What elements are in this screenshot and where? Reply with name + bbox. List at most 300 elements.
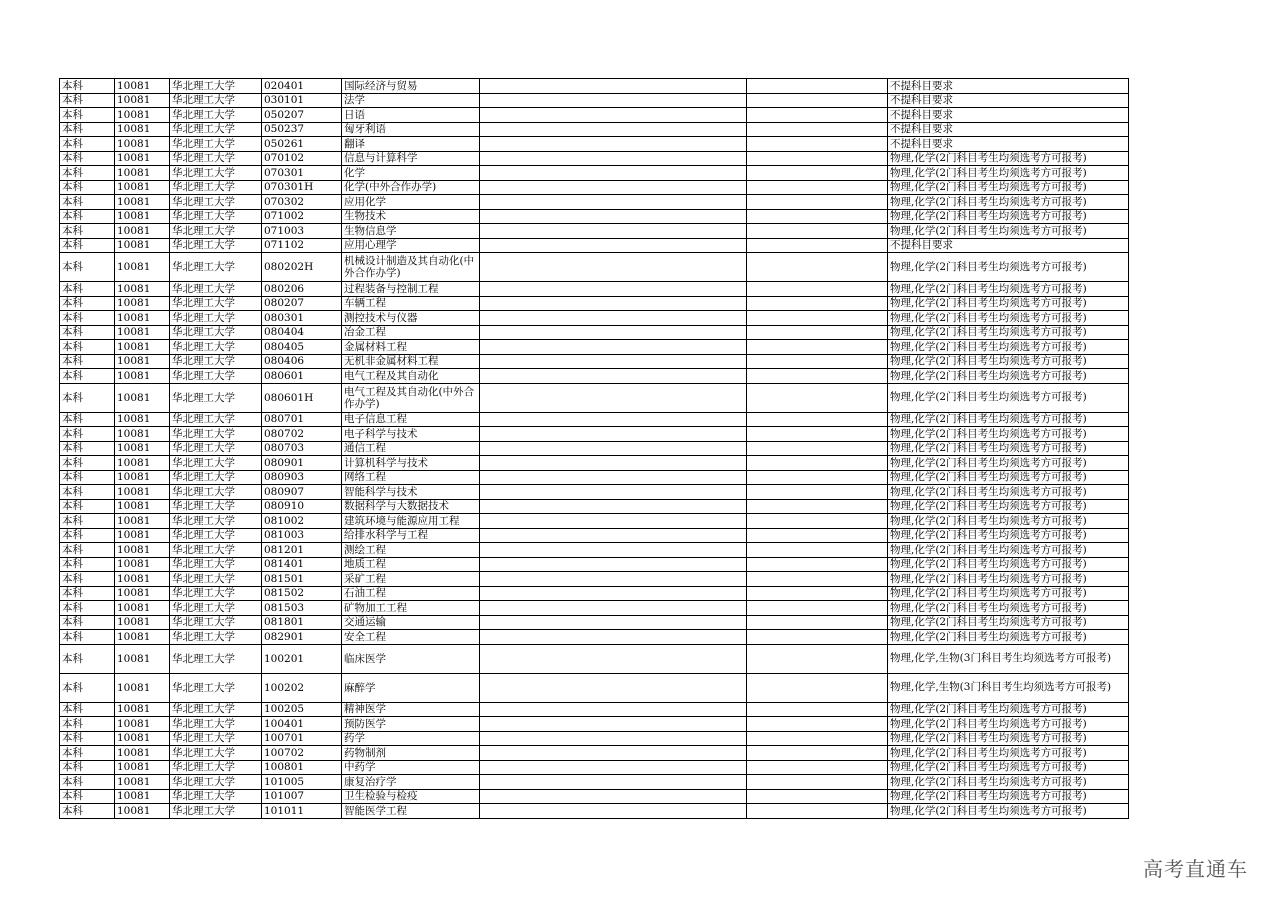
cell-level: 本科 bbox=[60, 412, 115, 427]
cell-major-name: 数据科学与大数据技术 bbox=[342, 499, 480, 514]
cell-blank bbox=[480, 311, 747, 326]
cell-subject-requirement: 物理,化学(2门科目考生均须选考方可报考) bbox=[888, 253, 1129, 282]
cell-blank bbox=[747, 673, 888, 702]
table-row bbox=[60, 151, 1129, 166]
cell-major-name: 金属材料工程 bbox=[342, 340, 480, 355]
cell-blank bbox=[747, 79, 888, 94]
cell-major-name: 药学 bbox=[342, 731, 480, 746]
cell-blank bbox=[480, 151, 747, 166]
cell-subject-requirement: 物理,化学(2门科目考生均须选考方可报考) bbox=[888, 499, 1129, 514]
cell-school-name: 华北理工大学 bbox=[170, 79, 262, 94]
cell-school-code: 10081 bbox=[115, 340, 170, 355]
cell-school-name: 华北理工大学 bbox=[170, 195, 262, 210]
cell-subject-requirement: 物理,化学(2门科目考生均须选考方可报考) bbox=[888, 775, 1129, 790]
cell-blank bbox=[480, 79, 747, 94]
cell-subject-requirement: 物理,化学(2门科目考生均须选考方可报考) bbox=[888, 166, 1129, 181]
cell-major-code: 100202 bbox=[262, 673, 342, 702]
cell-school-name: 华北理工大学 bbox=[170, 702, 262, 717]
cell-blank bbox=[480, 760, 747, 775]
cell-school-name: 华北理工大学 bbox=[170, 282, 262, 297]
cell-school-name: 华北理工大学 bbox=[170, 166, 262, 181]
cell-subject-requirement: 物理,化学(2门科目考生均须选考方可报考) bbox=[888, 586, 1129, 601]
cell-major-code: 080406 bbox=[262, 354, 342, 369]
cell-blank bbox=[480, 702, 747, 717]
cell-school-name: 华北理工大学 bbox=[170, 485, 262, 500]
cell-major-code: 070102 bbox=[262, 151, 342, 166]
cell-school-name: 华北理工大学 bbox=[170, 412, 262, 427]
cell-blank bbox=[747, 253, 888, 282]
cell-subject-requirement: 物理,化学(2门科目考生均须选考方可报考) bbox=[888, 354, 1129, 369]
cell-school-code: 10081 bbox=[115, 296, 170, 311]
table-row bbox=[60, 79, 1129, 94]
cell-school-code: 10081 bbox=[115, 224, 170, 239]
cell-school-name: 华北理工大学 bbox=[170, 717, 262, 732]
cell-major-name: 测绘工程 bbox=[342, 543, 480, 558]
table-row bbox=[60, 383, 1129, 412]
cell-subject-requirement: 物理,化学(2门科目考生均须选考方可报考) bbox=[888, 789, 1129, 804]
cell-blank bbox=[480, 296, 747, 311]
cell-major-name: 机械设计制造及其自动化(中外合作办学) bbox=[342, 253, 480, 282]
table-row bbox=[60, 702, 1129, 717]
cell-level: 本科 bbox=[60, 499, 115, 514]
cell-blank bbox=[480, 108, 747, 123]
cell-subject-requirement: 物理,化学(2门科目考生均须选考方可报考) bbox=[888, 209, 1129, 224]
cell-school-code: 10081 bbox=[115, 122, 170, 137]
cell-level: 本科 bbox=[60, 427, 115, 442]
cell-major-code: 080404 bbox=[262, 325, 342, 340]
cell-school-name: 华北理工大学 bbox=[170, 775, 262, 790]
cell-major-code: 080907 bbox=[262, 485, 342, 500]
cell-blank bbox=[480, 456, 747, 471]
cell-subject-requirement: 物理,化学(2门科目考生均须选考方可报考) bbox=[888, 557, 1129, 572]
cell-level: 本科 bbox=[60, 586, 115, 601]
cell-major-name: 地质工程 bbox=[342, 557, 480, 572]
table-row bbox=[60, 601, 1129, 616]
cell-school-code: 10081 bbox=[115, 543, 170, 558]
cell-blank bbox=[747, 166, 888, 181]
cell-blank bbox=[480, 238, 747, 253]
cell-school-name: 华北理工大学 bbox=[170, 499, 262, 514]
cell-major-name: 预防医学 bbox=[342, 717, 480, 732]
table-row bbox=[60, 586, 1129, 601]
table-row bbox=[60, 93, 1129, 108]
table-row bbox=[60, 557, 1129, 572]
cell-school-code: 10081 bbox=[115, 412, 170, 427]
cell-subject-requirement: 物理,化学(2门科目考生均须选考方可报考) bbox=[888, 804, 1129, 819]
cell-blank bbox=[480, 485, 747, 500]
cell-level: 本科 bbox=[60, 543, 115, 558]
cell-school-code: 10081 bbox=[115, 137, 170, 152]
cell-blank bbox=[480, 514, 747, 529]
cell-major-name: 采矿工程 bbox=[342, 572, 480, 587]
cell-blank bbox=[747, 224, 888, 239]
table-body bbox=[60, 79, 1129, 819]
cell-major-name: 电气工程及其自动化 bbox=[342, 369, 480, 384]
table-row bbox=[60, 572, 1129, 587]
cell-major-code: 080702 bbox=[262, 427, 342, 442]
cell-major-code: 080701 bbox=[262, 412, 342, 427]
cell-subject-requirement: 物理,化学(2门科目考生均须选考方可报考) bbox=[888, 412, 1129, 427]
cell-school-name: 华北理工大学 bbox=[170, 224, 262, 239]
cell-subject-requirement: 物理,化学(2门科目考生均须选考方可报考) bbox=[888, 427, 1129, 442]
cell-major-name: 应用化学 bbox=[342, 195, 480, 210]
table-row bbox=[60, 282, 1129, 297]
cell-subject-requirement: 物理,化学(2门科目考生均须选考方可报考) bbox=[888, 731, 1129, 746]
cell-school-code: 10081 bbox=[115, 746, 170, 761]
cell-school-code: 10081 bbox=[115, 195, 170, 210]
cell-major-code: 100701 bbox=[262, 731, 342, 746]
cell-blank bbox=[747, 340, 888, 355]
cell-school-name: 华北理工大学 bbox=[170, 557, 262, 572]
table-row bbox=[60, 746, 1129, 761]
cell-blank bbox=[747, 209, 888, 224]
cell-blank bbox=[480, 630, 747, 645]
cell-school-name: 华北理工大学 bbox=[170, 586, 262, 601]
cell-school-code: 10081 bbox=[115, 804, 170, 819]
cell-school-code: 10081 bbox=[115, 180, 170, 195]
cell-school-name: 华北理工大学 bbox=[170, 789, 262, 804]
cell-school-code: 10081 bbox=[115, 514, 170, 529]
cell-subject-requirement: 物理,化学(2门科目考生均须选考方可报考) bbox=[888, 485, 1129, 500]
cell-subject-requirement: 物理,化学(2门科目考生均须选考方可报考) bbox=[888, 760, 1129, 775]
cell-blank bbox=[480, 253, 747, 282]
cell-major-name: 建筑环境与能源应用工程 bbox=[342, 514, 480, 529]
table-row bbox=[60, 717, 1129, 732]
cell-major-code: 080601H bbox=[262, 383, 342, 412]
cell-subject-requirement: 物理,化学(2门科目考生均须选考方可报考) bbox=[888, 195, 1129, 210]
cell-school-code: 10081 bbox=[115, 325, 170, 340]
cell-major-name: 信息与计算科学 bbox=[342, 151, 480, 166]
table-row bbox=[60, 441, 1129, 456]
cell-major-code: 081002 bbox=[262, 514, 342, 529]
cell-school-code: 10081 bbox=[115, 369, 170, 384]
cell-blank bbox=[480, 528, 747, 543]
cell-school-name: 华北理工大学 bbox=[170, 325, 262, 340]
table-row bbox=[60, 340, 1129, 355]
cell-blank bbox=[747, 383, 888, 412]
cell-blank bbox=[480, 340, 747, 355]
cell-school-code: 10081 bbox=[115, 630, 170, 645]
cell-major-code: 080206 bbox=[262, 282, 342, 297]
cell-blank bbox=[747, 180, 888, 195]
cell-blank bbox=[747, 586, 888, 601]
cell-major-name: 生物技术 bbox=[342, 209, 480, 224]
table-row bbox=[60, 528, 1129, 543]
cell-level: 本科 bbox=[60, 746, 115, 761]
cell-subject-requirement: 物理,化学(2门科目考生均须选考方可报考) bbox=[888, 746, 1129, 761]
cell-blank bbox=[747, 731, 888, 746]
cell-level: 本科 bbox=[60, 601, 115, 616]
cell-blank bbox=[747, 470, 888, 485]
cell-level: 本科 bbox=[60, 108, 115, 123]
table-row bbox=[60, 789, 1129, 804]
table-row bbox=[60, 644, 1129, 673]
cell-school-code: 10081 bbox=[115, 151, 170, 166]
cell-school-code: 10081 bbox=[115, 166, 170, 181]
cell-blank bbox=[747, 151, 888, 166]
table-row bbox=[60, 180, 1129, 195]
cell-blank bbox=[747, 746, 888, 761]
cell-major-code: 081501 bbox=[262, 572, 342, 587]
cell-level: 本科 bbox=[60, 804, 115, 819]
cell-level: 本科 bbox=[60, 340, 115, 355]
cell-major-name: 卫生检验与检疫 bbox=[342, 789, 480, 804]
table-row bbox=[60, 137, 1129, 152]
cell-subject-requirement: 物理,化学(2门科目考生均须选考方可报考) bbox=[888, 296, 1129, 311]
cell-major-name: 精神医学 bbox=[342, 702, 480, 717]
cell-school-code: 10081 bbox=[115, 209, 170, 224]
cell-blank bbox=[480, 166, 747, 181]
cell-level: 本科 bbox=[60, 441, 115, 456]
table-row bbox=[60, 615, 1129, 630]
cell-blank bbox=[480, 615, 747, 630]
cell-major-code: 100401 bbox=[262, 717, 342, 732]
cell-major-name: 交通运输 bbox=[342, 615, 480, 630]
cell-subject-requirement: 物理,化学(2门科目考生均须选考方可报考) bbox=[888, 702, 1129, 717]
cell-level: 本科 bbox=[60, 369, 115, 384]
cell-blank bbox=[480, 224, 747, 239]
cell-major-name: 智能科学与技术 bbox=[342, 485, 480, 500]
cell-school-code: 10081 bbox=[115, 702, 170, 717]
cell-school-name: 华北理工大学 bbox=[170, 731, 262, 746]
cell-blank bbox=[480, 325, 747, 340]
cell-level: 本科 bbox=[60, 615, 115, 630]
cell-major-code: 100205 bbox=[262, 702, 342, 717]
cell-blank bbox=[747, 325, 888, 340]
cell-major-name: 车辆工程 bbox=[342, 296, 480, 311]
cell-major-name: 应用心理学 bbox=[342, 238, 480, 253]
cell-school-code: 10081 bbox=[115, 79, 170, 94]
cell-blank bbox=[747, 456, 888, 471]
cell-school-code: 10081 bbox=[115, 311, 170, 326]
cell-major-name: 测控技术与仪器 bbox=[342, 311, 480, 326]
cell-level: 本科 bbox=[60, 253, 115, 282]
cell-subject-requirement: 物理,化学(2门科目考生均须选考方可报考) bbox=[888, 572, 1129, 587]
cell-school-name: 华北理工大学 bbox=[170, 369, 262, 384]
watermark-text: 高考直通车 bbox=[1143, 857, 1248, 881]
cell-blank bbox=[480, 572, 747, 587]
cell-blank bbox=[480, 775, 747, 790]
cell-school-name: 华北理工大学 bbox=[170, 804, 262, 819]
cell-level: 本科 bbox=[60, 166, 115, 181]
table-row bbox=[60, 354, 1129, 369]
table-row bbox=[60, 412, 1129, 427]
cell-blank bbox=[480, 354, 747, 369]
cell-school-name: 华北理工大学 bbox=[170, 122, 262, 137]
cell-school-name: 华北理工大学 bbox=[170, 180, 262, 195]
cell-subject-requirement: 不提科目要求 bbox=[888, 79, 1129, 94]
cell-blank bbox=[747, 557, 888, 572]
table-row bbox=[60, 238, 1129, 253]
cell-school-name: 华北理工大学 bbox=[170, 572, 262, 587]
cell-level: 本科 bbox=[60, 151, 115, 166]
cell-major-code: 071002 bbox=[262, 209, 342, 224]
cell-school-name: 华北理工大学 bbox=[170, 209, 262, 224]
cell-subject-requirement: 物理,化学,生物(3门科目考生均须选考方可报考) bbox=[888, 673, 1129, 702]
cell-level: 本科 bbox=[60, 630, 115, 645]
cell-level: 本科 bbox=[60, 557, 115, 572]
cell-school-code: 10081 bbox=[115, 93, 170, 108]
cell-subject-requirement: 不提科目要求 bbox=[888, 137, 1129, 152]
table-row bbox=[60, 427, 1129, 442]
cell-subject-requirement: 物理,化学(2门科目考生均须选考方可报考) bbox=[888, 514, 1129, 529]
cell-blank bbox=[480, 557, 747, 572]
table-row bbox=[60, 166, 1129, 181]
cell-school-name: 华北理工大学 bbox=[170, 354, 262, 369]
cell-blank bbox=[747, 514, 888, 529]
table-row bbox=[60, 630, 1129, 645]
cell-blank bbox=[747, 572, 888, 587]
cell-major-name: 麻醉学 bbox=[342, 673, 480, 702]
cell-major-code: 081801 bbox=[262, 615, 342, 630]
cell-school-code: 10081 bbox=[115, 441, 170, 456]
cell-subject-requirement: 物理,化学(2门科目考生均须选考方可报考) bbox=[888, 630, 1129, 645]
cell-major-code: 081003 bbox=[262, 528, 342, 543]
cell-major-code: 080207 bbox=[262, 296, 342, 311]
cell-blank bbox=[480, 543, 747, 558]
cell-blank bbox=[747, 137, 888, 152]
table-row bbox=[60, 253, 1129, 282]
cell-blank bbox=[480, 441, 747, 456]
cell-school-code: 10081 bbox=[115, 673, 170, 702]
cell-school-name: 华北理工大学 bbox=[170, 238, 262, 253]
cell-school-code: 10081 bbox=[115, 775, 170, 790]
cell-level: 本科 bbox=[60, 79, 115, 94]
cell-major-code: 071003 bbox=[262, 224, 342, 239]
cell-level: 本科 bbox=[60, 383, 115, 412]
cell-school-name: 华北理工大学 bbox=[170, 601, 262, 616]
cell-subject-requirement: 物理,化学(2门科目考生均须选考方可报考) bbox=[888, 470, 1129, 485]
cell-level: 本科 bbox=[60, 673, 115, 702]
table-row bbox=[60, 760, 1129, 775]
cell-level: 本科 bbox=[60, 311, 115, 326]
cell-school-code: 10081 bbox=[115, 238, 170, 253]
cell-major-code: 081502 bbox=[262, 586, 342, 601]
cell-level: 本科 bbox=[60, 296, 115, 311]
table-row bbox=[60, 543, 1129, 558]
cell-blank bbox=[747, 282, 888, 297]
cell-blank bbox=[747, 354, 888, 369]
cell-major-name: 临床医学 bbox=[342, 644, 480, 673]
cell-major-name: 安全工程 bbox=[342, 630, 480, 645]
cell-level: 本科 bbox=[60, 644, 115, 673]
cell-major-code: 020401 bbox=[262, 79, 342, 94]
cell-level: 本科 bbox=[60, 572, 115, 587]
cell-major-code: 070302 bbox=[262, 195, 342, 210]
cell-major-name: 匈牙利语 bbox=[342, 122, 480, 137]
cell-blank bbox=[747, 369, 888, 384]
table-row bbox=[60, 499, 1129, 514]
cell-blank bbox=[480, 731, 747, 746]
cell-school-name: 华北理工大学 bbox=[170, 456, 262, 471]
cell-blank bbox=[747, 93, 888, 108]
cell-subject-requirement: 物理,化学(2门科目考生均须选考方可报考) bbox=[888, 224, 1129, 239]
cell-level: 本科 bbox=[60, 224, 115, 239]
table-row bbox=[60, 311, 1129, 326]
cell-blank bbox=[747, 238, 888, 253]
cell-major-name: 电子科学与技术 bbox=[342, 427, 480, 442]
cell-major-name: 石油工程 bbox=[342, 586, 480, 601]
cell-level: 本科 bbox=[60, 354, 115, 369]
cell-major-code: 101007 bbox=[262, 789, 342, 804]
cell-blank bbox=[747, 499, 888, 514]
table-row bbox=[60, 209, 1129, 224]
cell-major-code: 081201 bbox=[262, 543, 342, 558]
cell-school-code: 10081 bbox=[115, 383, 170, 412]
cell-level: 本科 bbox=[60, 195, 115, 210]
cell-school-code: 10081 bbox=[115, 789, 170, 804]
cell-blank bbox=[480, 282, 747, 297]
cell-school-name: 华北理工大学 bbox=[170, 644, 262, 673]
cell-blank bbox=[480, 383, 747, 412]
table-row bbox=[60, 108, 1129, 123]
cell-blank bbox=[480, 122, 747, 137]
cell-major-code: 080202H bbox=[262, 253, 342, 282]
cell-level: 本科 bbox=[60, 528, 115, 543]
table-row bbox=[60, 122, 1129, 137]
cell-subject-requirement: 物理,化学(2门科目考生均须选考方可报考) bbox=[888, 369, 1129, 384]
cell-major-code: 080901 bbox=[262, 456, 342, 471]
table-row bbox=[60, 485, 1129, 500]
cell-blank bbox=[480, 412, 747, 427]
cell-subject-requirement: 物理,化学(2门科目考生均须选考方可报考) bbox=[888, 543, 1129, 558]
cell-major-code: 080703 bbox=[262, 441, 342, 456]
cell-subject-requirement: 不提科目要求 bbox=[888, 122, 1129, 137]
cell-blank bbox=[747, 311, 888, 326]
cell-subject-requirement: 不提科目要求 bbox=[888, 238, 1129, 253]
cell-major-name: 矿物加工工程 bbox=[342, 601, 480, 616]
cell-subject-requirement: 物理,化学,生物(3门科目考生均须选考方可报考) bbox=[888, 644, 1129, 673]
cell-major-name: 法学 bbox=[342, 93, 480, 108]
cell-subject-requirement: 物理,化学(2门科目考生均须选考方可报考) bbox=[888, 325, 1129, 340]
cell-level: 本科 bbox=[60, 514, 115, 529]
cell-school-code: 10081 bbox=[115, 572, 170, 587]
cell-blank bbox=[480, 195, 747, 210]
cell-major-name: 翻译 bbox=[342, 137, 480, 152]
cell-major-name: 化学(中外合作办学) bbox=[342, 180, 480, 195]
table-row bbox=[60, 369, 1129, 384]
cell-major-name: 计算机科学与技术 bbox=[342, 456, 480, 471]
cell-major-name: 康复治疗学 bbox=[342, 775, 480, 790]
cell-level: 本科 bbox=[60, 456, 115, 471]
cell-school-code: 10081 bbox=[115, 731, 170, 746]
cell-school-name: 华北理工大学 bbox=[170, 383, 262, 412]
cell-subject-requirement: 物理,化学(2门科目考生均须选考方可报考) bbox=[888, 311, 1129, 326]
cell-subject-requirement: 物理,化学(2门科目考生均须选考方可报考) bbox=[888, 717, 1129, 732]
table-row bbox=[60, 731, 1129, 746]
cell-school-code: 10081 bbox=[115, 108, 170, 123]
cell-school-code: 10081 bbox=[115, 528, 170, 543]
cell-blank bbox=[480, 137, 747, 152]
cell-school-name: 华北理工大学 bbox=[170, 340, 262, 355]
cell-level: 本科 bbox=[60, 209, 115, 224]
cell-level: 本科 bbox=[60, 122, 115, 137]
cell-level: 本科 bbox=[60, 702, 115, 717]
table-row bbox=[60, 195, 1129, 210]
cell-subject-requirement: 物理,化学(2门科目考生均须选考方可报考) bbox=[888, 528, 1129, 543]
cell-level: 本科 bbox=[60, 775, 115, 790]
cell-level: 本科 bbox=[60, 180, 115, 195]
cell-major-code: 070301H bbox=[262, 180, 342, 195]
table-row bbox=[60, 804, 1129, 819]
cell-blank bbox=[480, 601, 747, 616]
cell-major-name: 给排水科学与工程 bbox=[342, 528, 480, 543]
cell-blank bbox=[747, 760, 888, 775]
cell-blank bbox=[747, 441, 888, 456]
cell-level: 本科 bbox=[60, 238, 115, 253]
cell-blank bbox=[747, 775, 888, 790]
cell-blank bbox=[480, 470, 747, 485]
